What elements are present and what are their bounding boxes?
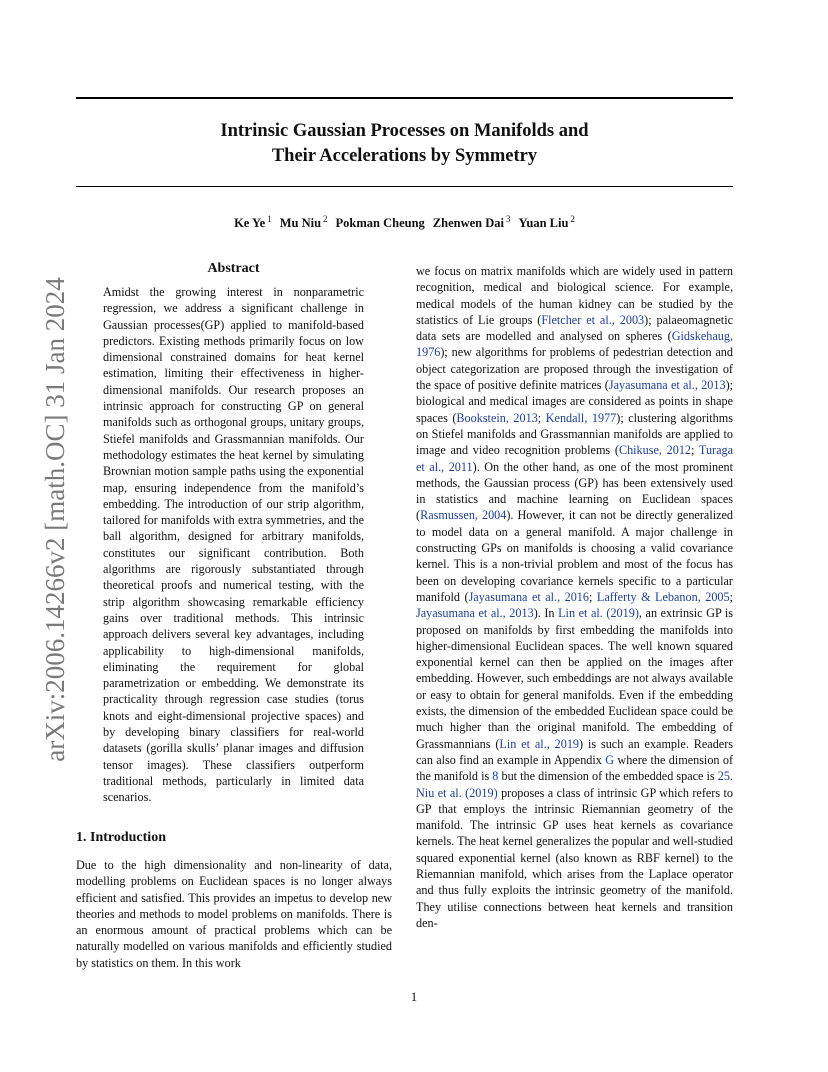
body-text-run: ). In — [533, 606, 559, 621]
bottom-rule — [76, 186, 733, 187]
citation-link[interactable]: Rasmussen, 2004 — [420, 508, 507, 523]
citation-link[interactable]: G — [605, 752, 615, 767]
introduction-text: Due to the high dimensionality and non-linearity of data, modelling problems on Euclidean spaces is no longer always efficient and satisfied. This provides an impetus to develop new theories and methods to model problems on manifolds. There is an enormous amount of practical problems which can be naturally modelled on various manifolds and efficiently studied by statistics on them. In this work — [76, 858, 392, 970]
citation-link[interactable]: 25 — [717, 769, 730, 784]
body-text-run: ). However, it can not be directly generalized to model data on a general manifold. A major challenge in constructing GPs on manifolds is choosing a valid covariance kernel. This is a non-trivial problem and most of the focus has been on developing covariance kernels specific to a particular manifold ( — [416, 508, 733, 604]
body-text-run: ; — [691, 443, 699, 458]
abstract-heading: Abstract — [207, 261, 260, 276]
abstract-body — [103, 284, 364, 806]
body-text-run: ) is such an example. Readers can also find an example in Appendix — [416, 736, 733, 767]
title-line-2: Their Accelerations by Symmetry — [271, 146, 538, 166]
body-text-run: ); biological and medical images are considered as points in shape spaces ( — [416, 378, 734, 425]
author-name: Yuan Liu $^2$ — [518, 214, 575, 231]
author-name: Pokman Cheung — [335, 216, 425, 231]
author-name: Ke Ye $^1$ — [234, 214, 272, 231]
body-text-run: ; — [729, 589, 734, 604]
body-text-run: where the dimension of the manifold is — [416, 752, 734, 784]
citation-link[interactable]: Fletcher et al., 2003 — [541, 312, 645, 327]
citation-link[interactable]: Niu et al. (2019) — [416, 785, 498, 800]
body-text-run: ; — [537, 410, 546, 425]
citation-link[interactable]: Jayasumana et al., 2013 — [416, 606, 534, 621]
top-rule — [76, 97, 733, 99]
paper-title — [76, 119, 733, 169]
page-number: 1 — [410, 990, 418, 1004]
body-text-run: we focus on matrix manifolds which are widely used in pattern recognition, medical and biological science. For example, medical models of the human kidney can be studied by the statistics of Lie groups ( — [416, 264, 733, 327]
title-line-1: Intrinsic Gaussian Processes on Manifolds and — [220, 121, 589, 141]
citation-link[interactable]: Gidskehaug, 1976 — [416, 329, 733, 360]
body-text-run: ). On the other hand, as one of the most prominent methods, the Gaussian process (GP) has been extensively used in statistics and machine learning on Euclidean spaces ( — [416, 459, 734, 523]
citation-link[interactable]: 8 — [492, 769, 499, 784]
author-affiliation-mark: 2 — [323, 214, 328, 224]
body-text-run: ); palaeomagnetic data sets are modelled and analysed on spheres ( — [416, 312, 733, 344]
body-text-run: . — [729, 769, 733, 784]
citation-link[interactable]: Lafferty & Lebanon, 2005 — [596, 589, 730, 604]
author-name: Zhenwen Dai $^3$ — [432, 214, 511, 231]
right-column — [416, 263, 733, 931]
author-affiliation-mark: 1 — [267, 214, 272, 224]
body-text-run: ); clustering algorithms on Stiefel manifolds and Grassmannian manifolds are applied to image and video recognition problems ( — [416, 410, 733, 458]
citation-link[interactable]: Bookstein, 2013 — [456, 410, 538, 425]
author-list — [76, 214, 733, 231]
citation-link[interactable]: Turaga et al., 2011 — [416, 443, 734, 474]
citation-link[interactable]: Chikuse, 2012 — [618, 443, 692, 458]
citation-link[interactable]: Lin et al., 2019 — [499, 736, 580, 751]
citation-link[interactable]: Jayasumana et al., 2016 — [468, 589, 589, 604]
author-name: Mu Niu $^2$ — [279, 214, 328, 231]
body-text-run: proposes a class of intrinsic GP which refers to GP that employs the intrinsic Riemannian geometry of the manifold. The intrinsic GP uses heat kernels as covariance kernels. The heat kernel generalizes the popular and well-studied squared exponential kernel (also known as RBF kernel) to the Riemannian manifold, which arises from the Laplace operator and thus fully exploits the intrinsic geometry of the manifold. They utilise connections between heat kernels and transition den- — [416, 785, 733, 930]
body-text-run: ); new algorithms for problems of pedestrian detection and object categorization are proposed through the investigation of the space of positive definite matrices ( — [416, 345, 733, 393]
author-affiliation-mark: 2 — [570, 214, 575, 224]
body-text-run: , an extrinsic GP is proposed on manifolds by first embedding the manifolds into higher-dimensional Euclidean spaces. The well known squared exponential kernel can then be applied on the images after embedding. However, such embeddings are not always available or easy to obtain for general manifolds. Even if the embedding exists, the dimension of the embedded Euclidean space could be much higher than the original manifold. The embedding of Grassmannians ( — [416, 606, 733, 751]
body-text-run: but the dimension of the embedded space is — [498, 769, 718, 784]
abstract-text: Amidst the growing interest in nonparametric regression, we address a significant challenge in Gaussian processes(GP) applied to manifold-based predictors. Existing methods primarily focus on low dimensional constrained domains for heat kernel estimation, limiting their effectiveness in higher-dimensional manifolds. Our research proposes an intrinsic approach for constructing GP on general manifolds such as orthogonal groups, unitary groups, Stiefel manifolds and Grassmannian manifolds. Our methodology estimates the heat kernel by simulating Brownian motion sample paths using the exponential map, ensuring independence from the manifold’s embedding. The introduction of our strip algorithm, tailored for manifolds with extra symmetries, and the ball algorithm, designed for arbitrary manifolds, constitutes our significant contribution. Both algorithms are rigorously substantiated through theoretical proofs and numerical testing, with the strip algorithm showcasing remarkable efficiency gains over traditional methods. This intrinsic approach delivers several key advantages, including applicability to high-dimensional manifolds, eliminating the requirement for global parametrization or embedding. We demonstrate its practicality through regression case studies (torus knots and eight-dimensional projective spaces) and by developing binary classifiers for real-world datasets (gorilla skulls’ planar images and diffusion tensor images). These classifiers outperform traditional methods, particularly in limited data scenarios. — [103, 285, 364, 805]
body-text-run: ; — [589, 589, 597, 604]
section-heading-introduction: 1. Introduction — [76, 830, 166, 845]
right-column-paragraph — [416, 263, 733, 931]
arxiv-stamp[interactable]: arXiv:2006.14266v2 [math.OC] 31 Jan 2024 — [40, 277, 70, 762]
citation-link[interactable]: Jayasumana et al., 2013 — [608, 378, 726, 393]
introduction-body — [76, 857, 392, 971]
citation-link[interactable]: Lin et al. (2019) — [558, 606, 639, 621]
author-affiliation-mark: 3 — [506, 214, 511, 224]
citation-link[interactable]: Kendall, 1977 — [545, 410, 617, 425]
